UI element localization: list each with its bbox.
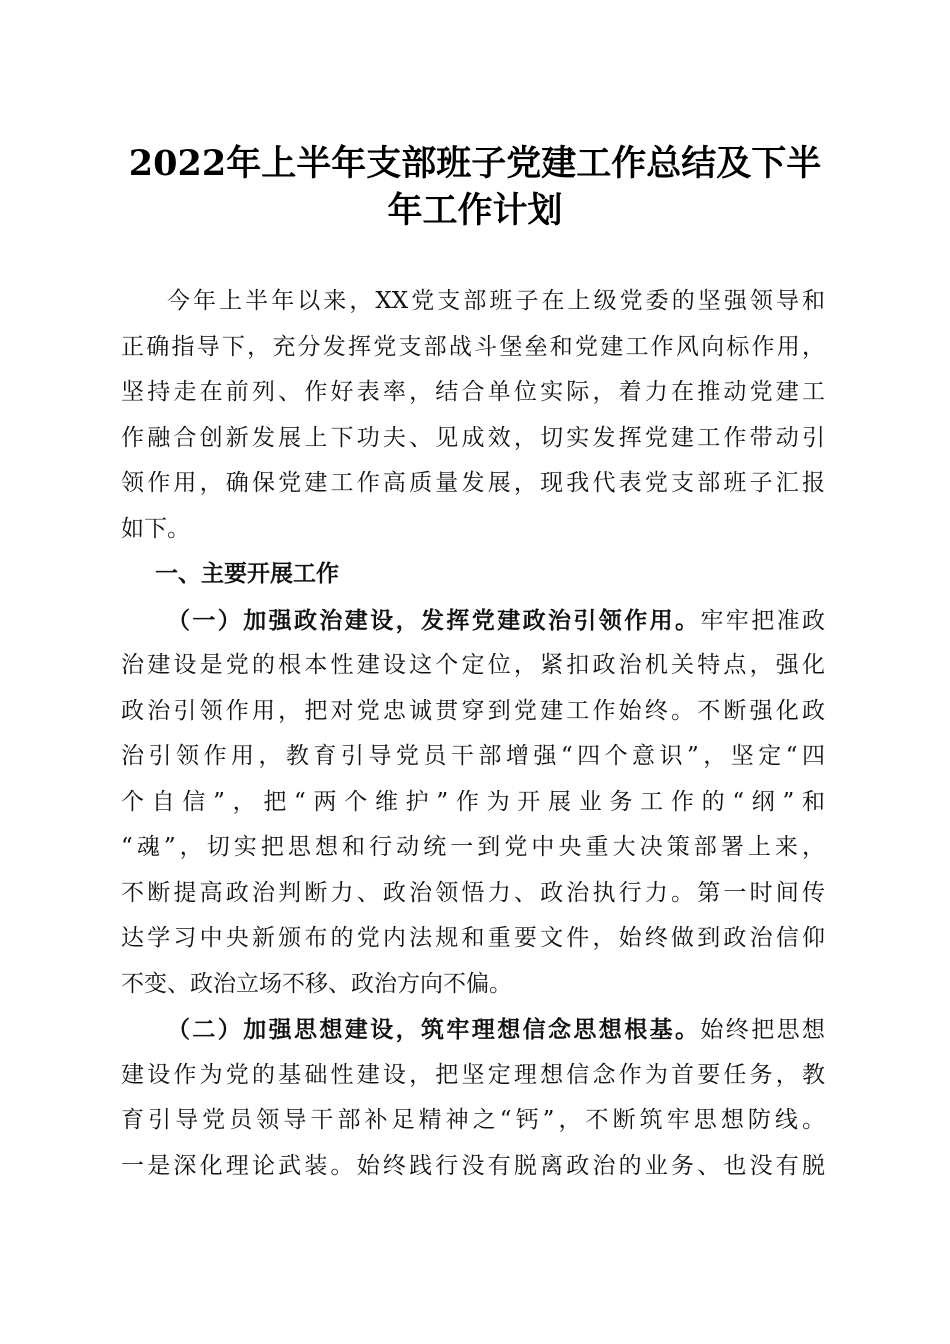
intro-paragraph [121, 279, 825, 552]
subsection-heading: （一）加强政治建设，发挥党建政治引领作用。 [167, 606, 701, 634]
intro-line: 坚持走在前列、作好表率，结合单位实际，着力在推动党建工 [121, 379, 825, 405]
subsection-first-line [121, 1007, 825, 1053]
intro-line: 作融合创新发展上下功夫、见成效，切实发挥党建工作带动引 [121, 424, 825, 451]
subsection-heading: （二）加强思想建设，筑牢理想信念思想根基。 [167, 1016, 701, 1043]
intro-line: 领作用，确保党建工作高质量发展，现我代表党支部班子汇报 [121, 470, 825, 496]
section-heading: 一、主要开展工作 [155, 561, 339, 587]
subsection-ideological [121, 1007, 825, 1189]
subsection-line: 一是深化理论武装。始终践行没有脱离政治的业务、也没有脱 [121, 1152, 825, 1179]
subsection-line: 不断提高政治判断力、政治领悟力、政治执行力。第一时间传 [121, 879, 825, 906]
subsection-line: 个自信”，把“两个维护”作为开展业务工作的“纲”和 [121, 788, 825, 815]
document-body [121, 279, 825, 1189]
intro-line: 正确指导下，充分发挥党支部战斗堡垒和党建工作风向标作用， [121, 333, 825, 360]
subsection-line: 达学习中央新颁布的党内法规和重要文件，始终做到政治信仰 [121, 925, 825, 951]
subsection-line-rest: 牢牢把准政 [700, 607, 826, 634]
subsection-line: 不变、政治立场不移、政治方向不偏。 [121, 970, 512, 997]
title-line-2: 年工作计划 [387, 190, 563, 231]
title-line-1: 2022年上半年支部班子党建工作总结及下半 [128, 143, 822, 184]
subsection-line: 治建设是党的根本性建设这个定位，紧扣政治机关特点，强化 [121, 652, 825, 678]
subsection-line: 建设作为党的基础性建设，把坚定理想信念作为首要任务，教 [121, 1061, 825, 1088]
subsection-first-line [121, 598, 825, 644]
document-title [110, 140, 840, 234]
subsection-line: 育引导党员领导干部补足精神之“钙”，不断筑牢思想防线。 [121, 1107, 825, 1133]
intro-line: 今年上半年以来，XX党支部班子在上级党委的坚强领导和 [167, 288, 825, 314]
subsection-line: 治引领作用，教育引导党员干部增强“四个意识”，坚定“四 [121, 743, 825, 769]
subsection-line: “魂”，切实把思想和行动统一到党中央重大决策部署上来， [121, 834, 825, 860]
subsection-line-rest: 始终把思想 [700, 1017, 826, 1043]
subsection-political [121, 598, 825, 1008]
intro-line: 如下。 [121, 515, 190, 542]
subsection-line: 政治引领作用，把对党忠诚贯穿到党建工作始终。不断强化政 [121, 697, 825, 724]
